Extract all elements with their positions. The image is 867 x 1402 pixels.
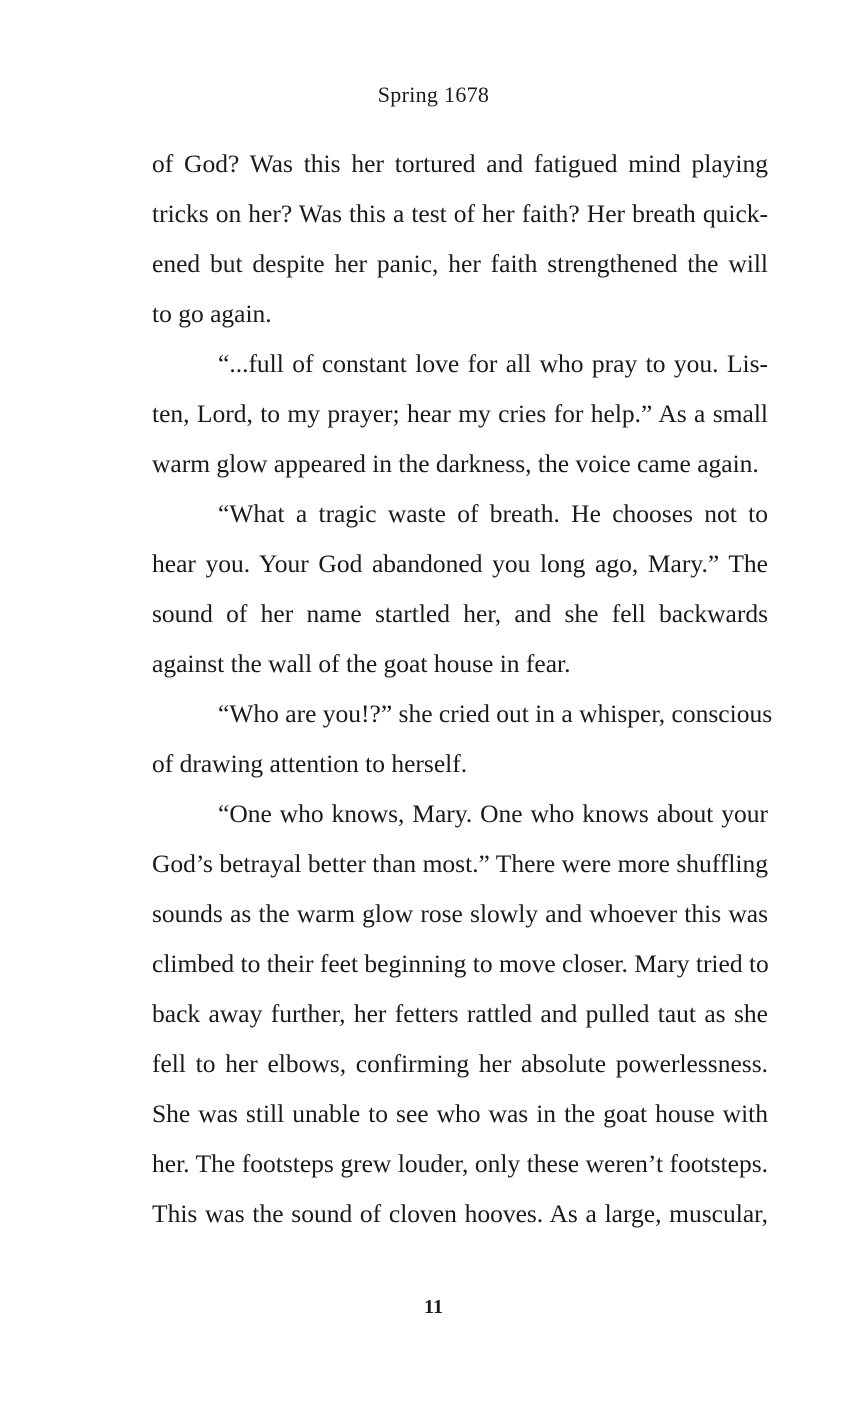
text-line: She was still unable to see who was in the goat house with: [152, 1099, 768, 1128]
page-number: 11: [424, 1296, 443, 1318]
text-line: sounds as the warm glow rose slowly and whoever this was: [152, 899, 768, 928]
text-line: back away further, her fetters rattled and pulled taut as she: [152, 999, 768, 1028]
text-line: “One who knows, Mary. One who knows about your: [218, 799, 768, 828]
text-line: This was the sound of cloven hooves. As a large, muscular,: [152, 1199, 768, 1228]
body-text: [152, 139, 773, 1239]
text-line: warm glow appeared in the darkness, the voice came again.: [152, 449, 759, 478]
text-line: “What a tragic waste of breath. He chooses not to: [218, 499, 768, 528]
text-line: her. The footsteps grew louder, only these weren’t footsteps.: [152, 1149, 768, 1178]
text-line: ten, Lord, to my prayer; hear my cries for help.” As a small: [152, 399, 768, 428]
text-line: hear you. Your God abandoned you long ago, Mary.” The: [152, 549, 768, 578]
text-line: climbed to their feet beginning to move closer. Mary tried to: [152, 949, 769, 978]
text-line: of God? Was this her tortured and fatigued mind playing: [152, 149, 768, 178]
text-line: to go again.: [152, 299, 272, 328]
text-line: against the wall of the goat house in fear.: [152, 649, 571, 678]
text-line: of drawing attention to herself.: [152, 749, 468, 778]
text-line: sound of her name startled her, and she fell backwards: [152, 599, 768, 628]
text-line: God’s betrayal better than most.” There were more shuffling: [152, 849, 768, 878]
text-line: tricks on her? Was this a test of her faith? Her breath quick-: [152, 199, 768, 228]
text-line: “Who are you!?” she cried out in a whisper, conscious: [218, 699, 773, 728]
running-head: Spring 1678: [377, 82, 490, 107]
text-line: fell to her elbows, confirming her absolute powerlessness.: [152, 1049, 768, 1078]
text-line: ened but despite her panic, her faith strengthened the will: [152, 249, 768, 278]
text-line: “...full of constant love for all who pray to you. Lis-: [218, 349, 768, 378]
